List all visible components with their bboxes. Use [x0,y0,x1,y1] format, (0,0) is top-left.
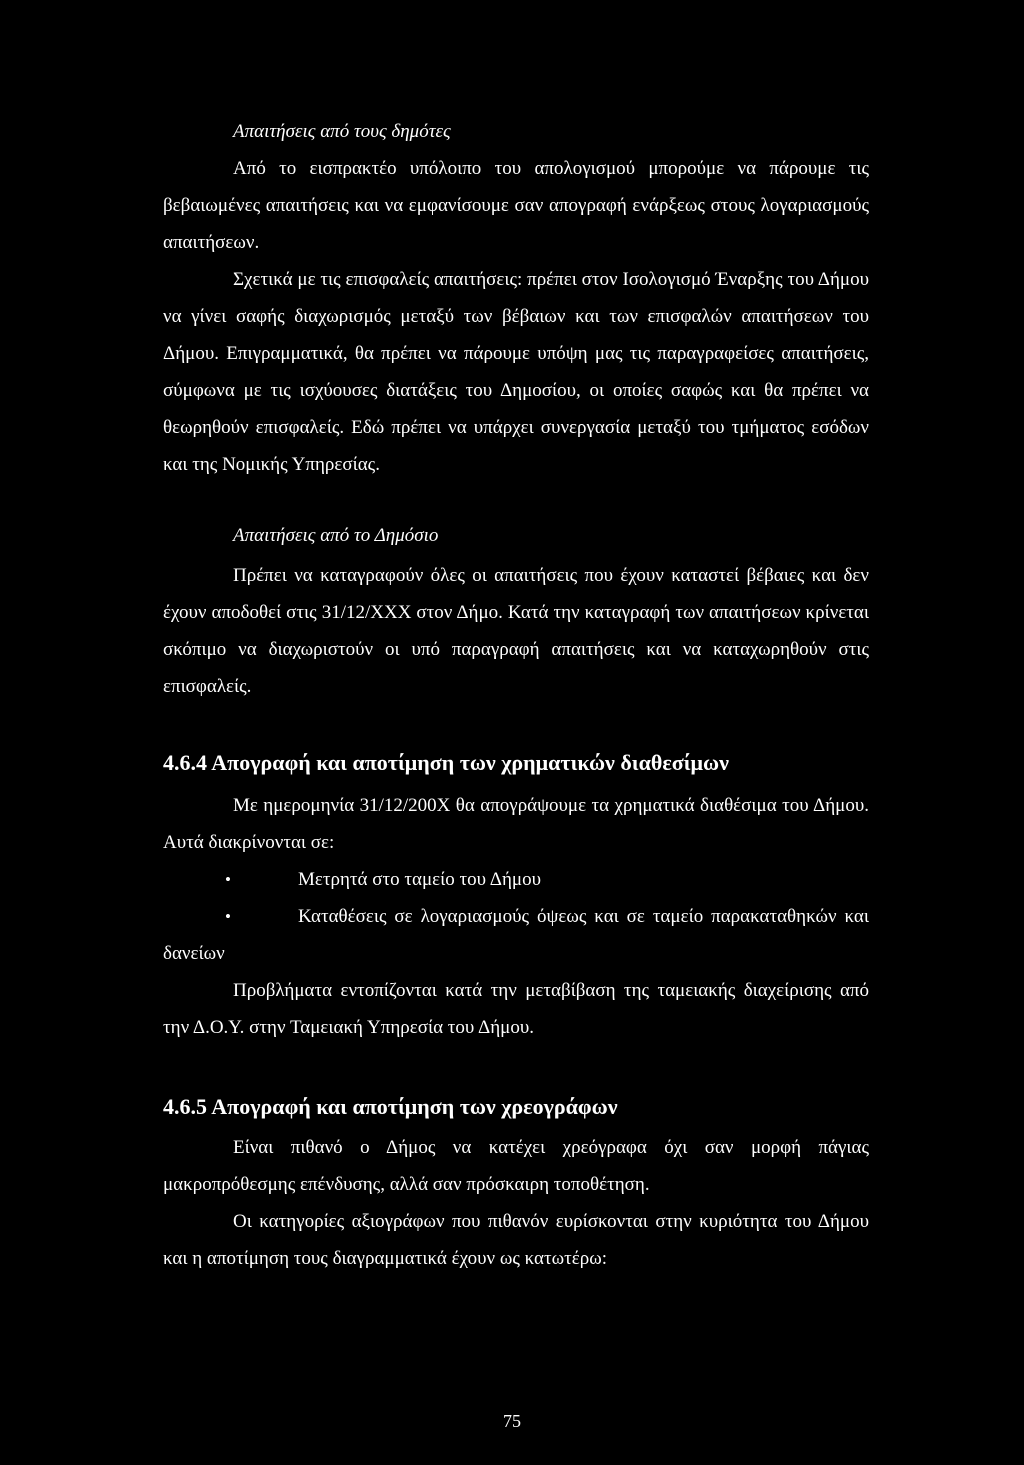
paragraph: Είναι πιθανό ο Δήμος να κατέχει χρεόγραφα όχι σαν μορφή πάγιας μακροπρόθεσμης επένδυσης, αλλά σαν πρόσκαιρη τοποθέτηση. [163,1137,869,1195]
subsection-title: Απαιτήσεις από το Δημόσιο [233,525,439,546]
paragraph: Πρέπει να καταγραφούν όλες οι απαιτήσεις που έχουν καταστεί βέβαιες και δεν έχουν αποδοθεί στις 31/12/ΧΧΧ στον Δήμο. Κατά την καταγραφή των απαιτήσεων κρίνεται σκόπιμο να διαχωριστούν οι υπό παραγραφή απαιτήσεις και να καταχωρηθούν στις επισφαλείς. [163,565,869,697]
page-number: 75 [503,1411,521,1431]
section-citizen-claims [163,121,869,143]
subsection-title: Απαιτήσεις από τους δημότες [233,121,451,142]
list-item-text: Μετρητά στο ταμείο του Δήμου [298,869,542,890]
list-item-text: Καταθέσεις σε λογαριασμούς όψεως και σε ταμείο παρακαταθηκών και δανείων [163,906,869,964]
section-4-6-4 [163,750,869,776]
paragraph: Προβλήματα εντοπίζονται κατά την μεταβίβαση της ταμειακής διαχείρισης από την Δ.Ο.Υ. στην Ταμειακή Υπηρεσία του Δήμου. [163,980,869,1038]
paragraph: Με ημερομηνία 31/12/200Χ θα απογράψουμε τα χρηματικά διαθέσιμα του Δήμου. Αυτά διακρίνονται σε: [163,795,869,853]
section-4-6-4-body [163,787,869,1046]
paragraph: Από το εισπρακτέο υπόλοιπο του απολογισμού μπορούμε να πάρουμε τις βεβαιωμένες απαιτήσεις και να εμφανίσουμε σαν απογραφή ενάρξεως στους λογαριασμούς απαιτήσεων. [163,158,869,253]
section-heading: 4.6.4 Απογραφή και αποτίμηση των χρηματικών διαθεσίμων [163,750,729,775]
paragraph: Οι κατηγορίες αξιογράφων που πιθανόν ευρίσκονται στην κυριότητα του Δήμου και η αποτίμηση τους διαγραμματικά έχουν ως κατωτέρω: [163,1211,869,1269]
paragraph: Σχετικά με τις επισφαλείς απαιτήσεις: πρέπει στον Ισολογισμό Έναρξης του Δήμου να γίνει σαφής διαχωρισμός μεταξύ των βέβαιων και των επισφαλών απαιτήσεων του Δήμου. Επιγραμματικά, θα πρέπει να πάρουμε υπόψη μας τις παραγραφείσες απαιτήσεις, σύμφωνα με τις ισχύουσες διατάξεις του Δημοσίου, οι οποίες σαφώς και θα πρέπει να θεωρηθούν επισφαλείς. Εδώ πρέπει να υπάρχει συνεργασία μεταξύ του τμήματος εσόδων και της Νομικής Υπηρεσίας. [163,269,869,475]
section-state-claims-body [163,557,869,705]
section-citizen-claims-body [163,150,869,483]
list-item [163,861,869,898]
section-4-6-5-body [163,1129,869,1277]
bullet-icon: • [225,870,231,889]
bullet-icon: • [225,907,231,926]
section-state-claims [163,525,869,547]
list-item [163,898,869,972]
section-4-6-5 [163,1094,869,1120]
section-heading: 4.6.5 Απογραφή και αποτίμηση των χρεογράφων [163,1094,618,1119]
